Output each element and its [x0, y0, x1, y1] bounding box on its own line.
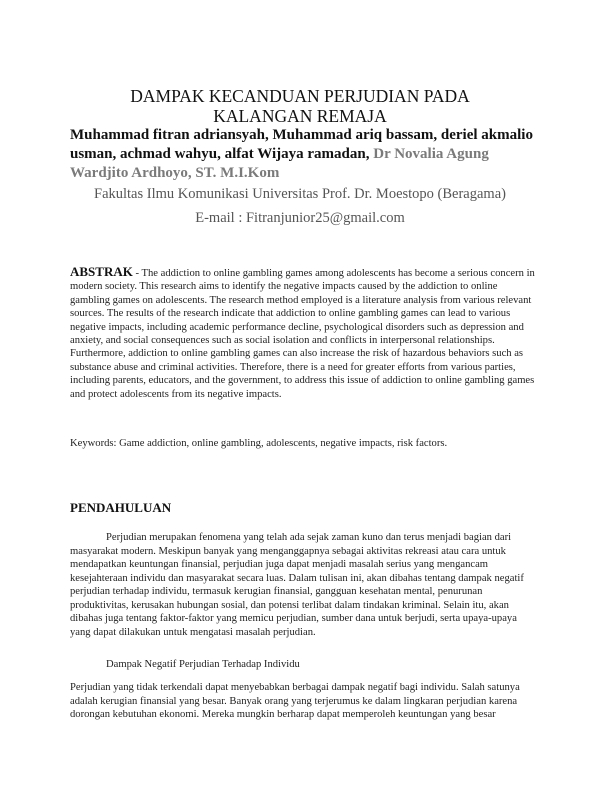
abstract-text: - The addiction to online gambling games among adolescents has become a serious concern in modern society. This research aims to identify the negative impacts caused by the addiction to online gambling games on adolescents. The research method employed is a literature analysis from various relevant sources. The results of the research indicate that addiction to online gambling games can lead to various negative impacts, including academic performance decline, psychological disorders such as depression and anxiety, and social consequences such as social isolation and conflicts in interpersonal relationships. Furthermore, addiction to online gambling games can also increase the risk of hazardous behaviors such as substance abuse and criminal activities. Therefore, there is a need for greater efforts from various parties, including parents, educators, and the government, to address this issue of addiction to online gambling games and protect adolescents from its negative impacts.: [70, 268, 535, 400]
author-list: [70, 126, 545, 183]
supervisor-name: Dr Novalia Agung Wardjito Ardhoyo, ST. M.I.Kom: [70, 146, 489, 181]
intro-paragraph: Perjudian merupakan fenomena yang telah ada sejak zaman kuno dan terus menjadi bagian dari masyarakat modern. Meskipun banyak yang menganggapnya sebagai aktivitas rekreasi atau cara untuk mendapatkan keuntungan finansial, perjudian juga dapat menjadi masalah serius yang mengancam kesejahteraan individu dan masyarakat secara luas. Dalam tulisan ini, akan dibahas tentang dampak negatif perjudian terhadap individu, termasuk kerugian finansial, gangguan kesehatan mental, penurunan produktivitas, kerusakan hubungan sosial, dan potensi terlibat dalam tindakan kriminal. Selain itu, akan dibahas juga tentang faktor-faktor yang memicu perjudian, sumber dana untuk berjudi, serta upaya-upaya yang dapat dilakukan untuk mengatasi masalah perjudian.: [70, 532, 524, 638]
subsection-heading: Dampak Negatif Perjudian Terhadap Individu: [106, 659, 300, 670]
abstract: [70, 265, 538, 401]
contact-email: E-mail : Fitranjunior25@gmail.com: [195, 210, 405, 226]
paper-title: DAMPAK KECANDUAN PERJUDIAN PADA KALANGAN REMAJA: [130, 86, 470, 126]
abstract-label: ABSTRAK: [70, 264, 133, 279]
affiliation: Fakultas Ilmu Komunikasi Universitas Prof. Dr. Moestopo (Beragama): [94, 186, 506, 202]
keywords: Keywords: Game addiction, online gambling, adolescents, negative impacts, risk factors.: [70, 438, 448, 449]
section-heading: PENDAHULUAN: [70, 500, 172, 515]
authors-names: Muhammad fitran adriansyah, Muhammad ariq bassam, deriel akmalio usman, achmad wahyu, alfat Wijaya ramadan,: [70, 127, 533, 162]
body-paragraph: Perjudian yang tidak terkendali dapat menyebabkan berbagai dampak negatif bagi individu. Salah satunya adalah kerugian finansial yang besar. Banyak orang yang terjerumus ke dalam lingkaran perjudian karena dorongan kebutuhan ekonomi. Mereka mungkin berharap dapat memperoleh keuntungan yang besar: [70, 682, 520, 720]
